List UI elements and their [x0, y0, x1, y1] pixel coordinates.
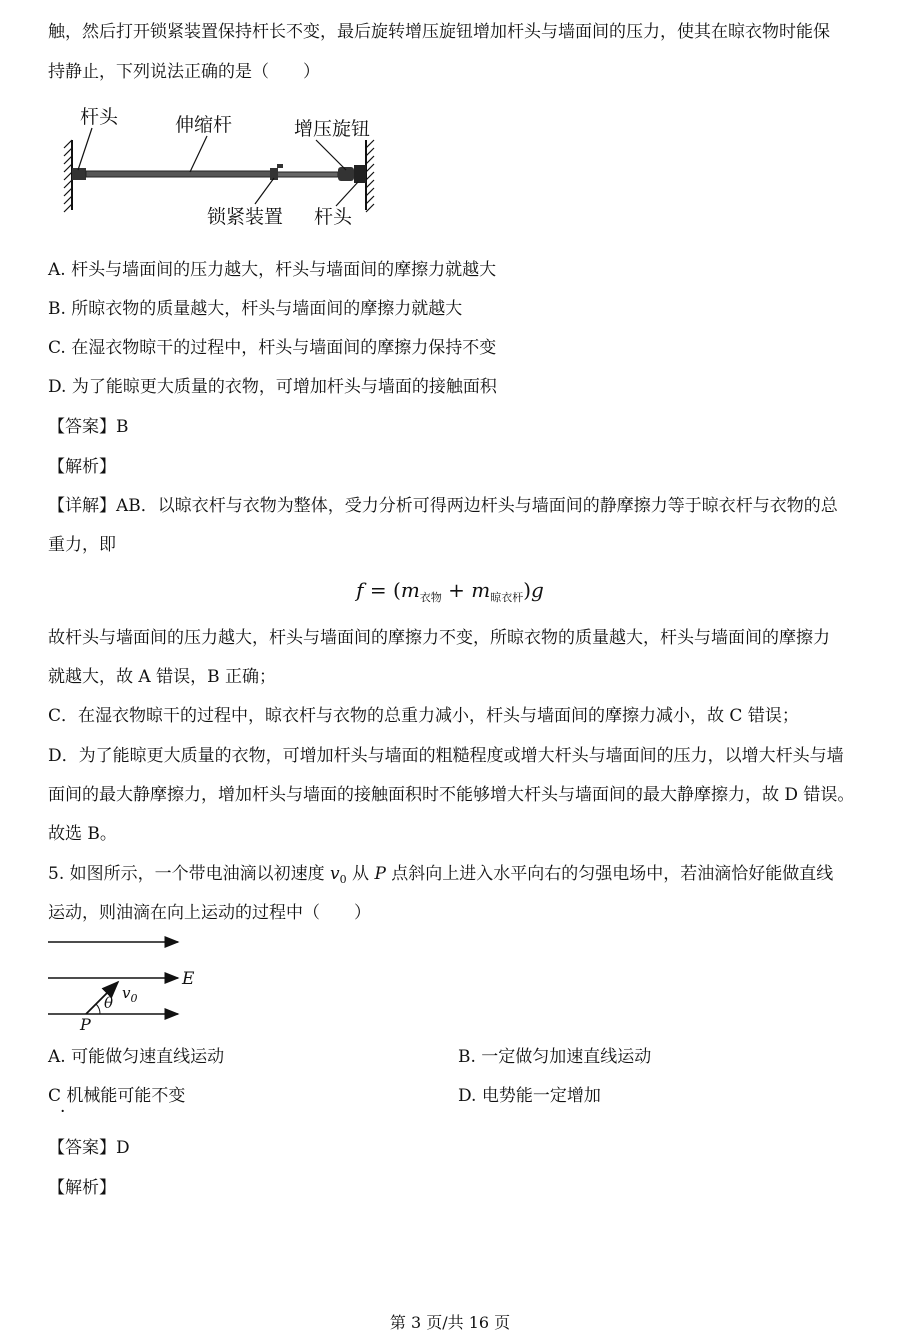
q4-detail-line-5: C．在湿衣物晾干的过程中，晾衣杆与衣物的总重力减小，杆头与墙面间的摩擦力减小，故 C 错误；: [48, 706, 799, 726]
q4-option-a: A. 杆头与墙面间的压力越大，杆头与墙面间的摩擦力就越大: [48, 260, 497, 280]
q5-v0: v: [330, 864, 340, 884]
formula-close: ): [523, 578, 532, 602]
q4-detail-line-4: 就越大，故 A 错误，B 正确；: [48, 667, 276, 687]
q5-stem-line-2: 运动，则油滴在向上运动的过程中（ ）: [48, 903, 371, 923]
formula-m1: m: [400, 578, 420, 602]
label-right-rod-head: 杆头: [314, 206, 353, 228]
formula-g: g: [531, 578, 544, 602]
q4-answer: 【答案】B: [48, 417, 129, 437]
formula-sub-rod: 晾衣杆: [490, 591, 524, 604]
q5-stem-part-c: 点斜向上进入水平向右的匀强电场中，若油滴恰好能做直线: [385, 864, 834, 884]
q4-stem-line-2: 持静止，下列说法正确的是（ ）: [48, 62, 320, 82]
q4-detail-line-3: 故杆头与墙面间的压力越大，杆头与墙面间的摩擦力不变，所晾衣物的质量越大，杆头与墙面间的摩擦力: [48, 628, 830, 648]
formula-eq: = (: [363, 578, 401, 602]
q4-analysis-title: 【解析】: [48, 457, 116, 477]
formula-sub-clothes: 衣物: [419, 591, 442, 604]
q5-v0-sub: 0: [339, 873, 347, 886]
label-lock-device: 锁紧装置: [207, 206, 284, 228]
q5-point-p: P: [374, 864, 386, 884]
q5-option-c: C 机械能可能不变: [48, 1086, 186, 1106]
formula-plus: +: [441, 578, 472, 602]
page-footer: 第 3 页/共 16 页: [389, 1313, 511, 1332]
label-left-rod-head: 杆头: [80, 106, 119, 128]
formula-f: f: [356, 578, 364, 602]
formula-m2: m: [471, 578, 491, 602]
q5-answer: 【答案】D: [48, 1138, 130, 1158]
label-velocity: [122, 982, 137, 1010]
label-telescopic-rod: 伸缩杆: [175, 114, 233, 136]
q5-option-c-dot: ·: [60, 1102, 66, 1122]
q5-option-d: D. 电势能一定增加: [458, 1086, 601, 1106]
q4-detail-line-8: 故选 B。: [48, 824, 117, 844]
q4-option-c: C. 在湿衣物晾干的过程中，杆头与墙面间的摩擦力保持不变: [48, 338, 497, 358]
q5-option-a: A. 可能做匀速直线运动: [48, 1047, 225, 1067]
label-theta: θ: [104, 994, 114, 1012]
q4-detail-line-7: 面间的最大静摩擦力，增加杆头与墙面的接触面积时不能够增大杆头与墙面间的最大静摩擦力，故 D 错误。: [48, 785, 855, 805]
q5-stem-part-a: 5. 如图所示，一个带电油滴以初速度: [48, 864, 331, 884]
q4-option-d: D. 为了能晾更大质量的衣物，可增加杆头与墙面的接触面积: [48, 377, 497, 397]
q5-option-b: B. 一定做匀加速直线运动: [458, 1047, 652, 1067]
q4-detail-line-2: 重力，即: [48, 535, 116, 555]
q5-stem-part-b: 从: [346, 864, 375, 884]
q4-detail-line-1: 【详解】AB．以晾衣杆与衣物为整体，受力分析可得两边杆头与墙面间的静摩擦力等于晾衣杆与衣物的总: [48, 496, 838, 516]
label-velocity-v: v: [122, 984, 131, 1002]
q4-option-b: B. 所晾衣物的质量越大，杆头与墙面间的摩擦力就越大: [48, 299, 463, 319]
q5-analysis-title: 【解析】: [48, 1178, 116, 1198]
q4-stem-line-1: 触，然后打开锁紧装置保持杆长不变，最后旋转增压旋钮增加杆头与墙面间的压力，使其在晾衣物时能保: [48, 22, 830, 42]
label-field-e: E: [182, 969, 195, 989]
label-pressure-knob: 增压旋钮: [294, 118, 371, 140]
q4-detail-line-6: D．为了能晾更大质量的衣物，可增加杆头与墙面的粗糙程度或增大杆头与墙面间的压力，以增大杆头与墙: [48, 746, 844, 766]
label-velocity-sub: 0: [130, 992, 138, 1005]
label-point-p: P: [80, 1015, 91, 1034]
